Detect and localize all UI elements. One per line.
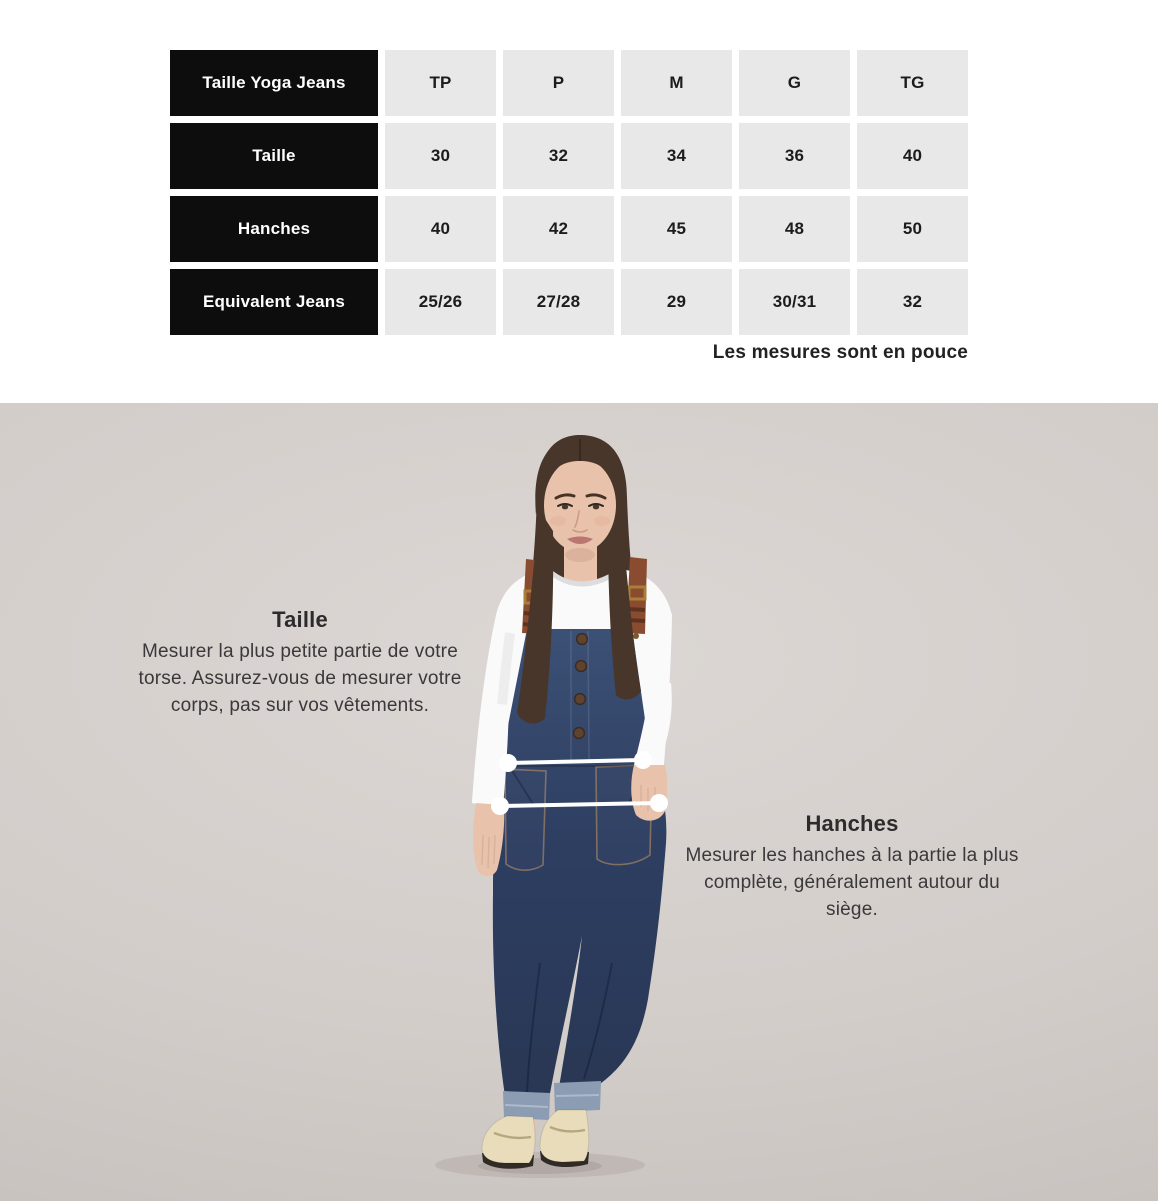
- hip-dot-left: [491, 797, 509, 815]
- equivalent-cell: 29: [621, 269, 732, 335]
- row-label-hips: Hanches: [170, 196, 378, 262]
- size-cell: P: [503, 50, 614, 116]
- row-label-waist: Taille: [170, 123, 378, 189]
- hips-annotation-text: Mesurer les hanches à la partie la plus complète, généralement autour du siège.: [685, 845, 1019, 920]
- right-hand: [631, 765, 667, 821]
- waist-cell: 36: [739, 123, 850, 189]
- row-label-equivalent: Equivalent Jeans: [170, 269, 378, 335]
- hips-cell: 42: [503, 196, 614, 262]
- hips-cell: 48: [739, 196, 850, 262]
- hips-annotation-title: Hanches: [805, 811, 899, 836]
- waist-dot-right: [634, 751, 652, 769]
- waist-cell: 32: [503, 123, 614, 189]
- right-strap-rivet: [633, 633, 639, 639]
- hips-cell: 45: [621, 196, 732, 262]
- hips-annotation: [682, 811, 1022, 923]
- waist-dot-left: [499, 754, 517, 772]
- size-cell: TG: [857, 50, 968, 116]
- waist-cell: 30: [385, 123, 496, 189]
- hips-cell: 50: [857, 196, 968, 262]
- size-cell: M: [621, 50, 732, 116]
- waist-cell: 40: [857, 123, 968, 189]
- equivalent-cell: 30/31: [739, 269, 850, 335]
- measurement-unit-note: Les mesures sont en pouce: [712, 342, 968, 363]
- equivalent-cell: 32: [857, 269, 968, 335]
- hip-dot-right: [650, 794, 668, 812]
- chin-shadow: [565, 548, 595, 562]
- model-illustration: [0, 403, 1158, 1201]
- fit-guide-photo: [0, 403, 1158, 1201]
- waist-annotation: [134, 607, 466, 719]
- waist-cell: 34: [621, 123, 732, 189]
- size-cell: TP: [385, 50, 496, 116]
- hips-cell: 40: [385, 196, 496, 262]
- waist-annotation-text: Mesurer la plus petite partie de votre torse. Assurez-vous de mesurer votre corps, pas sur vos vêtements.: [138, 641, 462, 716]
- waist-annotation-title: Taille: [272, 607, 328, 632]
- equivalent-cell: 25/26: [385, 269, 496, 335]
- size-chart-table: [170, 50, 968, 335]
- size-cell: G: [739, 50, 850, 116]
- equivalent-cell: 27/28: [503, 269, 614, 335]
- left-shoe-upper: [482, 1116, 535, 1163]
- row-label-size: Taille Yoga Jeans: [170, 50, 378, 116]
